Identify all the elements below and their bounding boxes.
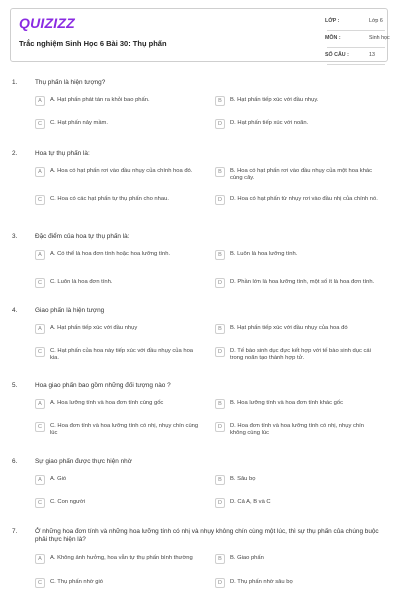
question-text: Hoa giao phấn bao gồm những đối tượng nào ?: [35, 382, 171, 389]
option-text: B. Sâu bọ: [230, 476, 256, 482]
option-text: C. Con người: [50, 499, 86, 505]
question-text: Thụ phấn là hiện tượng?: [35, 79, 106, 86]
option-text: D. Hạt phấn tiếp xúc với noãn.: [230, 120, 309, 126]
option-text: C. Hạt phấn nảy mầm.: [50, 120, 108, 126]
option-text: D. Phần lớn là hoa lưỡng tính, một số ít là hoa đơn tính.: [230, 279, 375, 285]
meta-label: MÔN :: [325, 35, 341, 41]
option-letter-box: B: [215, 250, 225, 260]
question-number: 3.: [12, 233, 18, 240]
option-letter-box: D: [215, 498, 225, 508]
option-letter-box: D: [215, 578, 225, 588]
question-number: 1.: [12, 79, 18, 86]
option-text: A. Hoa có hạt phấn rơi vào đầu nhụy của chính hoa đó.: [50, 168, 193, 174]
meta-value: 13: [369, 52, 375, 58]
option-text: D. Tế bào sinh dục đực kết hợp với tế bào sinh dục cái trong noãn tạo thành hợp tử.: [230, 348, 371, 361]
option-text: C. Hạt phấn của hoa này tiếp xúc với đầu nhụy của hoa kia.: [50, 348, 194, 361]
question-text: Đặc điểm của hoa tự thụ phấn là:: [35, 233, 130, 240]
option-letter-box: D: [215, 422, 225, 432]
question-number: 4.: [12, 307, 18, 314]
option-letter-box: C: [35, 278, 45, 288]
option-text: D. Thụ phấn nhờ sâu bọ: [230, 579, 293, 585]
option-letter-box: B: [215, 399, 225, 409]
option-letter-box: C: [35, 119, 45, 129]
question-number: 6.: [12, 458, 18, 465]
option-text: C. Luôn là hoa đơn tính.: [50, 279, 113, 285]
option-letter-box: D: [215, 278, 225, 288]
question-number: 5.: [12, 382, 18, 389]
option-letter-box: B: [215, 554, 225, 564]
option-letter-box: B: [215, 167, 225, 177]
meta-label: SỐ CÂU :: [325, 52, 349, 58]
meta-value: Sinh học: [369, 35, 390, 41]
option-text: B. Hoa lưỡng tính và hoa đơn tính khác gốc: [230, 400, 343, 406]
option-letter-box: A: [35, 250, 45, 260]
option-letter-box: B: [215, 475, 225, 485]
option-letter-box: C: [35, 422, 45, 432]
option-text: D. Hoa đơn tính và hoa lưỡng tính có nhị, nhụy chín không cùng lúc: [230, 423, 364, 436]
meta-row-subject: [325, 32, 390, 48]
worksheet-title: Trắc nghiệm Sinh Học 6 Bài 30: Thụ phấn: [19, 39, 167, 48]
meta-label: LỚP :: [325, 18, 340, 24]
option-text: A. Hoa lưỡng tính và hoa đơn tính cùng gốc: [50, 400, 164, 406]
option-text: D. Cả A, B và C: [230, 499, 271, 505]
meta-box: [325, 15, 390, 66]
option-letter-box: D: [215, 347, 225, 357]
option-letter-box: A: [35, 399, 45, 409]
option-letter-box: A: [35, 475, 45, 485]
question-text: Hoa tự thụ phấn là:: [35, 150, 90, 157]
option-text: A. Hạt phấn phát tán ra khỏi bao phấn.: [50, 97, 150, 103]
question-number: 7.: [12, 528, 18, 535]
option-text: A. Có thể là hoa đơn tính hoặc hoa lưỡng tính.: [50, 251, 171, 257]
question-text: Sự giao phấn được thực hiện nhờ: [35, 458, 132, 465]
question-text: Giao phấn là hiện tượng: [35, 307, 105, 314]
option-text: C. Thụ phấn nhờ gió: [50, 579, 104, 585]
option-text: B. Giao phấn: [230, 555, 264, 561]
option-text: D. Hoa có hạt phấn từ nhụy rơi vào đầu nhị của chính nó.: [230, 196, 378, 202]
meta-row-grade: [327, 15, 385, 31]
option-letter-box: A: [35, 96, 45, 106]
option-letter-box: A: [35, 324, 45, 334]
option-letter-box: C: [35, 498, 45, 508]
option-text: B. Hoa có hạt phấn rơi vào đầu nhụy của một hoa khác cùng cây.: [230, 168, 373, 181]
option-text: A. Hạt phấn tiếp xúc với đầu nhụy: [50, 325, 138, 331]
question-text: Ở những hoa đơn tính và những hoa lưỡng tính có nhị và nhụy không chín cùng một lúc, thì sự thụ phấn của chúng buộc phải thực hiện là?: [35, 528, 379, 543]
option-text: B. Hạt phấn tiếp xúc với đầu nhụy của hoa đó: [230, 325, 348, 331]
option-text: B. Hạt phấn tiếp xúc với đầu nhụy.: [230, 97, 319, 103]
option-text: A. Gió: [50, 476, 67, 482]
option-letter-box: A: [35, 554, 45, 564]
option-letter-box: C: [35, 195, 45, 205]
option-letter-box: D: [215, 195, 225, 205]
option-letter-box: C: [35, 578, 45, 588]
question-number: 2.: [12, 150, 18, 157]
worksheet-header: [10, 8, 388, 62]
option-letter-box: A: [35, 167, 45, 177]
meta-row-count: [327, 49, 385, 65]
option-text: B. Luôn là hoa lưỡng tính.: [230, 251, 298, 257]
option-letter-box: D: [215, 119, 225, 129]
option-letter-box: B: [215, 96, 225, 106]
option-text: C. Hoa có các hạt phấn tự thụ phấn cho nhau.: [50, 196, 169, 202]
option-letter-box: C: [35, 347, 45, 357]
meta-value: Lớp 6: [369, 18, 383, 24]
option-text: C. Hoa đơn tính và hoa lưỡng tính có nhị, nhụy chín cùng lúc: [50, 423, 199, 436]
option-letter-box: B: [215, 324, 225, 334]
quizizz-logo: QUIZIZZ: [19, 15, 75, 31]
option-text: A. Không ảnh hưởng, hoa vẫn tự thụ phấn bình thường: [50, 555, 193, 561]
